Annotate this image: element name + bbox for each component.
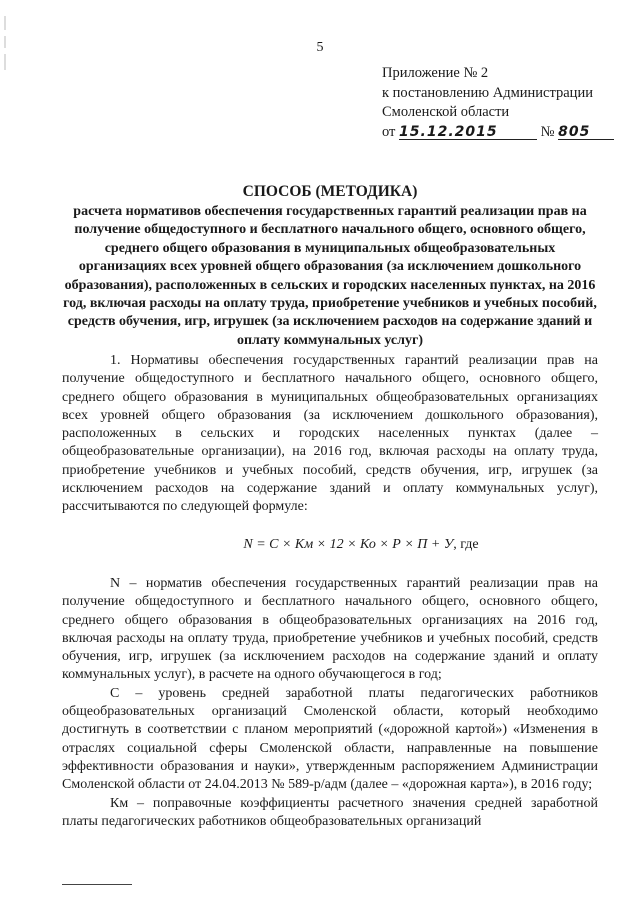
appendix-date-number	[382, 123, 632, 143]
document-title: СПОСОБ (МЕТОДИКА)	[242, 183, 418, 200]
paragraph-4: Км – поправочные коэффициенты расчетного значения средней заработной платы педагогических работников общеобразовательных организаций	[62, 795, 598, 829]
appendix-resolution: к постановлению Администрации	[382, 84, 593, 101]
handwritten-date: 15.12.2015	[399, 123, 498, 140]
appendix-title: Приложение № 2	[382, 65, 489, 81]
formula	[62, 536, 598, 554]
paragraph-1: 1. Нормативы обеспечения государственных гарантий реализации прав на получение общедоступного и бесплатного начального общего, основного общего, среднего общего образования в муниципальных общеобразовательных организациях всех уровней общего образования (за исключением дошкольного образования), расположенных в сельских и городских населенных пунктах (далее – общеобразовательные организации), на 2016 год, включая расходы на оплату труда, приобретение учебников и учебных пособий, средств обучения, игр, игрушек (за исключением расходов на содержание зданий и оплату коммунальных услуг), рассчитываются по следующей формуле:	[62, 353, 598, 515]
date-prefix: от	[382, 123, 396, 140]
number-prefix: №	[540, 123, 555, 140]
date-field	[399, 123, 537, 140]
footnote-separator	[62, 884, 132, 885]
handwritten-number: 805	[558, 123, 591, 140]
page-number: 5	[316, 40, 324, 55]
paragraph-2: N – норматив обеспечения государственных гарантий реализации прав на получение общедоступного и бесплатного начального общего, основного общего, среднего общего образования в общеобразовательных организациях на 2016 год, включая расходы на оплату труда, приобретение учебников и учебных пособий, средств обучения, игр, игрушек (за исключением расходов на содержание зданий и оплату коммунальных услуг), в расчете на одного обучающегося в год;	[62, 575, 598, 683]
appendix-block	[382, 64, 632, 142]
document-body	[62, 352, 598, 831]
appendix-region: Смоленской области	[382, 104, 510, 120]
formula-suffix: , где	[453, 536, 479, 552]
formula-expression: N = С × Км × 12 × Ко × Р × П + У	[243, 536, 454, 552]
number-field	[558, 123, 614, 140]
paragraph-3: С – уровень средней заработной платы педагогических работников общеобразовательных организаций Смоленской области, который необходимо достигнуть в соответствии с планом мероприятий («дорожной картой») «Изменения в отраслях социальной сферы Смоленской области, направленные на повышение эффективности образования и науки», утвержденным распоряжением Администрации Смоленской области от 24.04.2013 № 589-р/адм (далее – «дорожная карта»), в 2016 году;	[62, 685, 598, 793]
document-subtitle: расчета нормативов обеспечения государственных гарантий реализации прав на получение общедоступного и бесплатного начального общего, основного общего, среднего общего образования в муниципальных общеобразовательных организациях всех уровней общего образования (за исключением дошкольного образования), расположенных в сельских и городских населенных пунктах, на 2016 год, включая расходы на оплату труда, приобретение учебников и учебных пособий, средств обучения, игр, игрушек (за исключением расходов на содержание зданий и оплату коммунальных услуг)	[63, 204, 597, 348]
